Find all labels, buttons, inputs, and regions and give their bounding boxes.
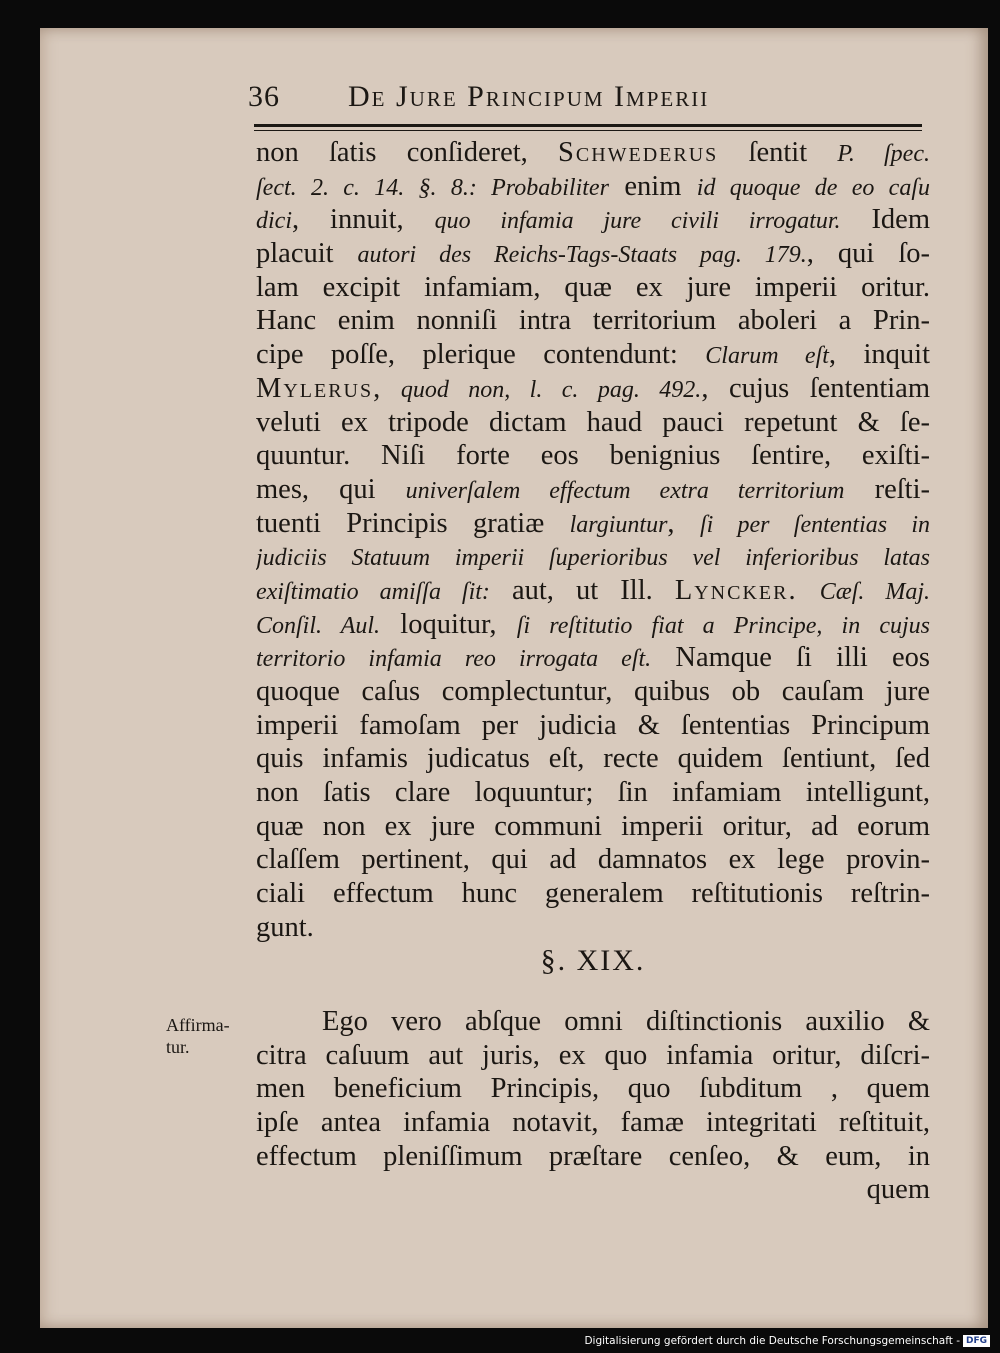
text-run: , [667,507,700,539]
italic-run: Conſil. Aul. [256,612,381,639]
text-line [256,304,930,338]
text-run: loquitur, [380,608,517,640]
text-run: ciali effectum hunc generalem reſtitutionis reſtrin- [256,878,930,910]
italic-run: dici [256,208,292,235]
text-line: effectum pleniſſimum præſtare cenſeo, & eum, in [256,1140,930,1172]
italic-run: judiciis Statuum imperii ſuperioribus vel inferioribus latas [256,545,930,572]
catchword: quem [866,1174,930,1206]
italic-run: id quoque de eo caſu [696,174,930,201]
italic-run: ſi per ſententias in [699,511,930,538]
italic-run: Clarum eſt [705,343,829,370]
text-line [256,372,930,406]
text-run: quuntur. Niſi forte eos benignius ſentire, exiſti- [256,440,930,472]
italic-run: territorio infamia reo irrogata eſt. [256,646,652,673]
text-run: , [373,372,401,404]
italic-run: autori des Reichs-Tags-Staats pag. 179. [357,242,807,269]
text-run [798,575,820,606]
text-run: quæ non ex jure communi imperii oritur, ad eorum [256,810,930,842]
italic-run: ſect. 2. c. 14. §. 8.: Probabiliter [256,174,609,201]
text-line [256,742,930,776]
italic-run: exiſtimatio amiſſa ſit: [256,578,490,605]
text-line [256,203,930,237]
margin-note [166,1014,246,1058]
text-line [256,170,930,204]
running-title: De Jure Principum Imperii [348,80,710,113]
text-run: non ſatis clare loquuntur; ſin infamiam intelligunt, [256,777,930,809]
section-heading: §. XIX. [540,944,646,977]
text-run: ſentit [718,137,838,168]
text-run: enim [608,170,697,202]
text-line [256,911,930,945]
text-line [256,338,930,372]
text-line [256,574,930,608]
text-run: reſti- [844,473,930,505]
text-line [256,406,930,440]
text-run: Hanc enim nonniſi intra territorium aboleri a Prin- [256,305,930,337]
small-caps-run: Lyncker. [674,574,798,606]
text-run: , innuit, [292,204,435,236]
text-line [256,776,930,810]
italic-run: Cæſ. Maj. [819,578,930,605]
text-line: citra caſuum aut juris, ex quo infamia oritur, diſcri- [256,1039,930,1071]
margin-note-line: tur. [166,1037,190,1057]
text-run: quoque caſus complectuntur, quibus ob cauſam jure [256,676,930,707]
small-caps-run: Mylerus [256,372,374,404]
text-line: Ego vero abſque omni diſtinctionis auxilio & [322,1006,930,1037]
italic-run: ſi reſtitutio fiat a Principe, in cujus [516,612,930,639]
text-line [256,271,930,305]
text-run: tuenti Principis gratiæ [256,507,570,539]
page-number: 36 [248,80,280,113]
dfg-logo-icon: DFG [963,1335,990,1347]
italic-run: quod non, l. c. pag. 492. [400,376,702,403]
text-run: cipe poſſe, plerique contendunt: [256,339,706,371]
paragraph-1 [256,136,930,945]
italic-run: univerſalem effectum extra territorium [405,477,845,504]
text-line [256,507,930,541]
text-run: quis infamis judicatus eſt, recte quidem ſentiunt, ſed [256,743,930,775]
margin-note-line: Affirma- [166,1015,230,1035]
text-run: placuit [256,238,358,270]
text-run: aut, ut Ill. [489,574,675,606]
text-line [256,641,930,675]
italic-run: largiuntur [569,511,668,538]
text-run: claſſem pertinent, qui ad damnatos ex lege provin- [256,844,930,876]
page-header [248,80,920,120]
text-line: ipſe antea infamia notavit, famæ integritati reſtituit, [256,1107,930,1139]
text-line [256,877,930,911]
text-run: veluti ex tripode dictam haud pauci repetunt & ſe- [256,406,930,438]
italic-run: quo infamia jure civili irrogatur. [434,208,841,235]
digitization-footer [584,1333,990,1349]
paragraph-2 [256,1005,930,1207]
small-caps-run: Schwederus [558,137,719,168]
text-line [256,675,930,709]
italic-run: P. ſpec. [837,141,930,167]
text-line [256,237,930,271]
text-run: lam excipit infamiam, quæ ex jure imperii oritur. [256,271,930,303]
text-run: , qui ſo- [806,238,930,270]
text-run: non ſatis conſideret, [256,137,559,168]
text-line [256,540,930,574]
header-rule-thick [254,124,922,127]
header-rule-thin [254,130,922,131]
text-run: mes, qui [256,473,406,505]
text-run: Namque ſi illi eos [651,642,930,674]
text-line [256,608,930,642]
text-line [256,843,930,877]
text-run: gunt. [256,911,314,943]
text-line [256,709,930,743]
text-run: , inquit [828,339,930,371]
text-run: imperii famoſam per judicia & ſententias Principum [256,709,930,741]
text-run: , cujus ſententiam [701,372,930,404]
text-line [256,810,930,844]
text-line: men beneficium Principis, quo ſubditum , quem [256,1073,930,1105]
text-line [256,136,930,170]
footer-credit: Digitalisierung gefördert durch die Deutsche Forschungsgemeinschaft - [584,1335,960,1347]
text-line [256,439,930,473]
text-run: Idem [840,204,930,236]
text-line [256,473,930,507]
